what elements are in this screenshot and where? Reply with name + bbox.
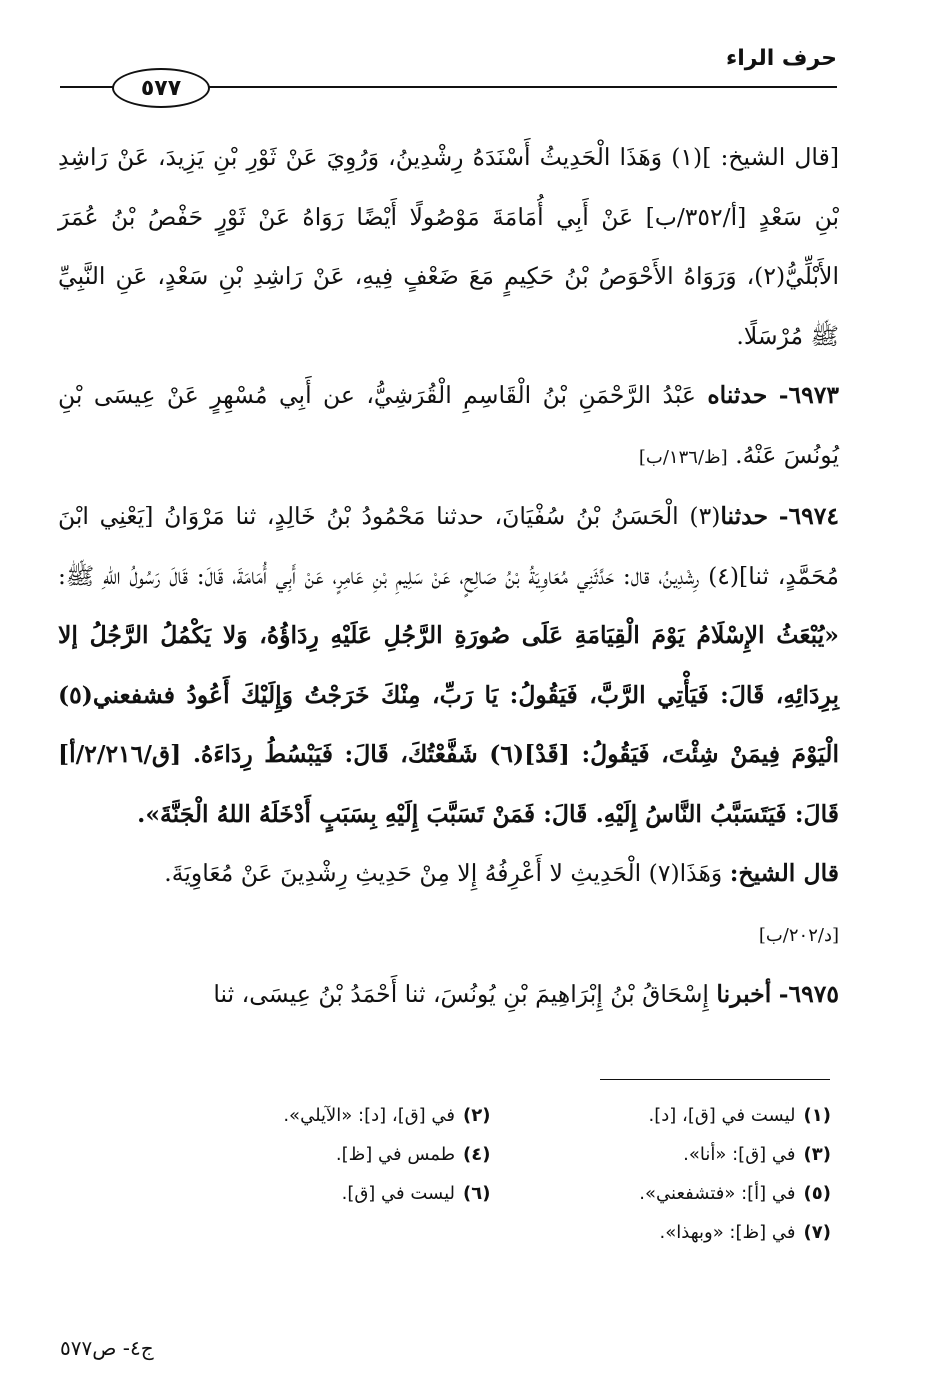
manuscript-ref: [د/٢٠٢/ب] — [758, 924, 839, 946]
volume-page-footer: ج٤- ص٥٧٧ — [60, 1336, 154, 1360]
hadith-number: ٦٩٧٣- — [778, 381, 839, 409]
hadith-text: (٣) الْحَسَنُ بْنُ سُفْيَانَ، حدثنا مَحْمُودُ بْنُ خَالِدٍ، ثنا مَرْوَانُ [يَعْنِي ابْنَ مُحَمَّدٍ، ثنا](٤) رِشْدِينُ، قال: حَدَّثَنِي مُعَاوِيَةُ بْنُ صَالِحٍ، عَنْ سَلِيمِ بْنِ عَامِرٍ، عَنْ أَبِي أُمَامَةَ، قَالَ: قَالَ رَسُولُ اللهِ ﷺ: — [58, 502, 839, 590]
footnote: (٤)طمس في [ظ]. — [335, 1144, 491, 1165]
chapter-title: حرف الراء — [725, 46, 837, 71]
sheikh-text: وَهَذَا(٧) الْحَدِيثِ لا أَعْرِفُهُ إِلا مِنْ حَدِيثِ رِشْدِينَ عَنْ مُعَاوِيَةَ. — [164, 859, 723, 887]
hadith-number: ٦٩٧٤- — [778, 502, 839, 530]
page-number: ٥٧٧ — [140, 75, 182, 101]
footnotes — [190, 1096, 831, 1252]
hadith-text: إِسْحَاقُ بْنُ إِبْرَاهِيمَ بْنِ يُونُسَ، ثنا أَحْمَدُ بْنُ عِيسَى، ثنا — [213, 980, 709, 1008]
hadith-lead: أخبرنا — [716, 980, 772, 1008]
manuscript-ref-line — [58, 904, 839, 966]
footnote: (٣)في [ق]: «أنا». — [683, 1144, 831, 1165]
hadith-text: عَبْدُ الرَّحْمَنِ بْنُ الْقَاسِمِ الْقُرَشِيُّ، عن أَبِي مُسْهِرٍ عَنْ عِيسَى بْنِ يُونُسَ عَنْهُ. — [58, 381, 839, 469]
hadith-quote: «يُبْعَثُ الإِسْلَامُ يَوْمَ الْقِيَامَةِ عَلَى صُورَةِ الرَّجُلِ عَلَيْهِ رِدَاؤُهُ، وَلا يَكْمُلُ الرَّجُلُ إلا بِرِدَائِهِ، قَالَ: فَيَأْتِي الرَّبَّ، فَيَقُولُ: يَا رَبِّ، مِنْكَ خَرَجْتُ وَإِلَيْكَ أَعُودُ فشفعني(٥) الْيَوْمَ فِيمَنْ شِئْتَ، فَيَقُولُ: [قَدْ](٦) شَفَّعْتُكَ، قَالَ: فَيَبْسُطُ رِدَاءَهُ. [ق/٢/٢١٦/أ] قَالَ: فَيَتَسَبَّبُ النَّاسُ إِلَيْهِ. قَالَ: فَمَنْ تَسَبَّبَ إِلَيْهِ بِسَبَبٍ أَدْخَلَهُ اللهُ الْجَنَّةَ». — [58, 621, 839, 828]
sheikh-comment — [58, 844, 839, 904]
main-text — [58, 128, 839, 1025]
footnote: (٧)في [ظ]: «وبهذا». — [659, 1222, 831, 1243]
hadith-6974 — [58, 487, 839, 844]
footnote: (٢)في [ق]، [د]: «الآيلي». — [283, 1105, 491, 1126]
hadith-lead: حدثناه — [707, 381, 768, 409]
footnote: (١)ليست في [ق]، [د]. — [648, 1105, 831, 1126]
hadith-number: ٦٩٧٥- — [778, 980, 839, 1008]
sheikh-lead: قال الشيخ: — [729, 859, 839, 887]
footnote: (٥)في [أ]: «فتشفعني». — [639, 1183, 831, 1204]
footnote: (٦)ليست في [ق]. — [341, 1183, 491, 1204]
hadith-lead: حدثنا — [720, 502, 769, 530]
hadith-6975 — [58, 965, 839, 1025]
paragraph-sheikh-comment: [قال الشيخ: ](١) وَهَذَا الْحَدِيثُ أَسْنَدَهُ رِشْدِينُ، وَرُوِيَ عَنْ ثَوْرِ بْنِ يَزِيدَ، عَنْ رَاشِدِ بْنِ سَعْدٍ [أ/٣٥٢/ب] عَنْ أَبِي أُمَامَةَ مَوْصُولًا أَيْضًا رَوَاهُ عَنْ ثَوْرٍ حَفْصُ بْنُ عُمَرَ الأَبْلِّيُّ(٢)، وَرَوَاهُ الأَحْوَصُ بْنُ حَكِيمٍ مَعَ ضَعْفٍ فِيهِ، عَنْ رَاشِدِ بْنِ سَعْدٍ، عَنِ النَّبِيِّ ﷺ مُرْسَلًا. — [58, 143, 839, 350]
manuscript-ref: [ظ/١٣٦/ب] — [638, 446, 728, 468]
page-number-badge — [112, 68, 210, 108]
hadith-6973 — [58, 366, 839, 487]
footnotes-rule — [600, 1079, 830, 1080]
